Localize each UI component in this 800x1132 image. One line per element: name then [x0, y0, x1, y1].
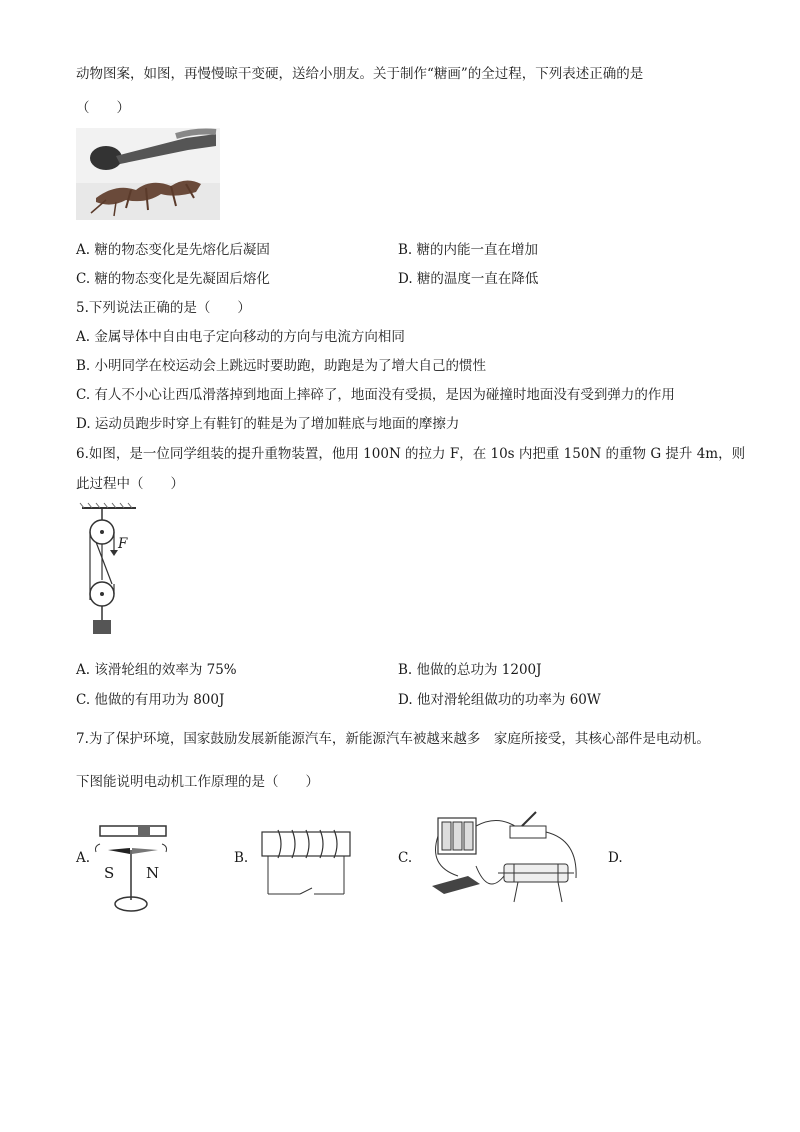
- q7-choice-b-label: B.: [234, 850, 249, 866]
- electromagnet-figure: [256, 826, 356, 898]
- pulley-diagram: [76, 502, 146, 636]
- q7-stem-line2: 下图能说明电动机工作原理的是（ ）: [76, 774, 319, 790]
- q7-stem-line1: 7.为了保护环境，国家鼓励发展新能源汽车，新能源汽车被越来越多 家庭所接受，其核心部件是电动机。: [76, 731, 710, 747]
- q6-option-b: B. 他做的总功为 1200J: [398, 662, 542, 678]
- q7-choice-d-label: D.: [608, 850, 623, 866]
- q4-stem-line1: 动物图案，如图，再慢慢晾干变硬，送给小朋友。关于制作“糖画”的全过程，下列表述正确的是: [76, 66, 644, 82]
- q5-option-a: A. 金属导体中自由电子定向移动的方向与电流方向相同: [76, 329, 405, 345]
- compass-s-label: S: [104, 864, 115, 882]
- q5-option-c: C. 有人不小心让西瓜滑落掉到地面上摔碎了，地面没有受损，是因为碰撞时地面没有受到弹力的作用: [76, 387, 675, 403]
- q4-option-d: D. 糖的温度一直在降低: [398, 271, 539, 287]
- q4-stem-line2: （ ）: [76, 100, 130, 116]
- q5-stem: 5.下列说法正确的是（ ）: [76, 300, 251, 316]
- sugar-painting-photo: [76, 128, 220, 220]
- q5-option-d: D. 运动员跑步时穿上有鞋钉的鞋是为了增加鞋底与地面的摩擦力: [76, 416, 460, 432]
- force-f-label: F: [118, 536, 128, 552]
- q7-choice-a-label: A.: [76, 850, 91, 866]
- q6-option-a: A. 该滑轮组的效率为 75%: [76, 662, 237, 678]
- q6-stem-line2: 此过程中（ ）: [76, 476, 184, 492]
- q4-option-b: B. 糖的内能一直在增加: [398, 242, 539, 258]
- q6-option-c: C. 他做的有用功为 800J: [76, 692, 225, 708]
- q6-option-d: D. 他对滑轮组做功的功率为 60W: [398, 692, 601, 708]
- q5-option-b: B. 小明同学在校运动会上跳远时要助跑，助跑是为了增大自己的惯性: [76, 358, 487, 374]
- motor-circuit-figure: [418, 806, 584, 914]
- q6-stem-line1: 6.如图，是一位同学组装的提升重物装置，他用 100N 的拉力 F，在 10s 内把重 150N 的重物 G 提升 4m，则: [76, 446, 746, 462]
- q4-option-a: A. 糖的物态变化是先熔化后凝固: [76, 242, 270, 258]
- compass-n-label: N: [146, 864, 160, 882]
- q4-option-c: C. 糖的物态变化是先凝固后熔化: [76, 271, 270, 287]
- q7-choice-c-label: C.: [398, 850, 413, 866]
